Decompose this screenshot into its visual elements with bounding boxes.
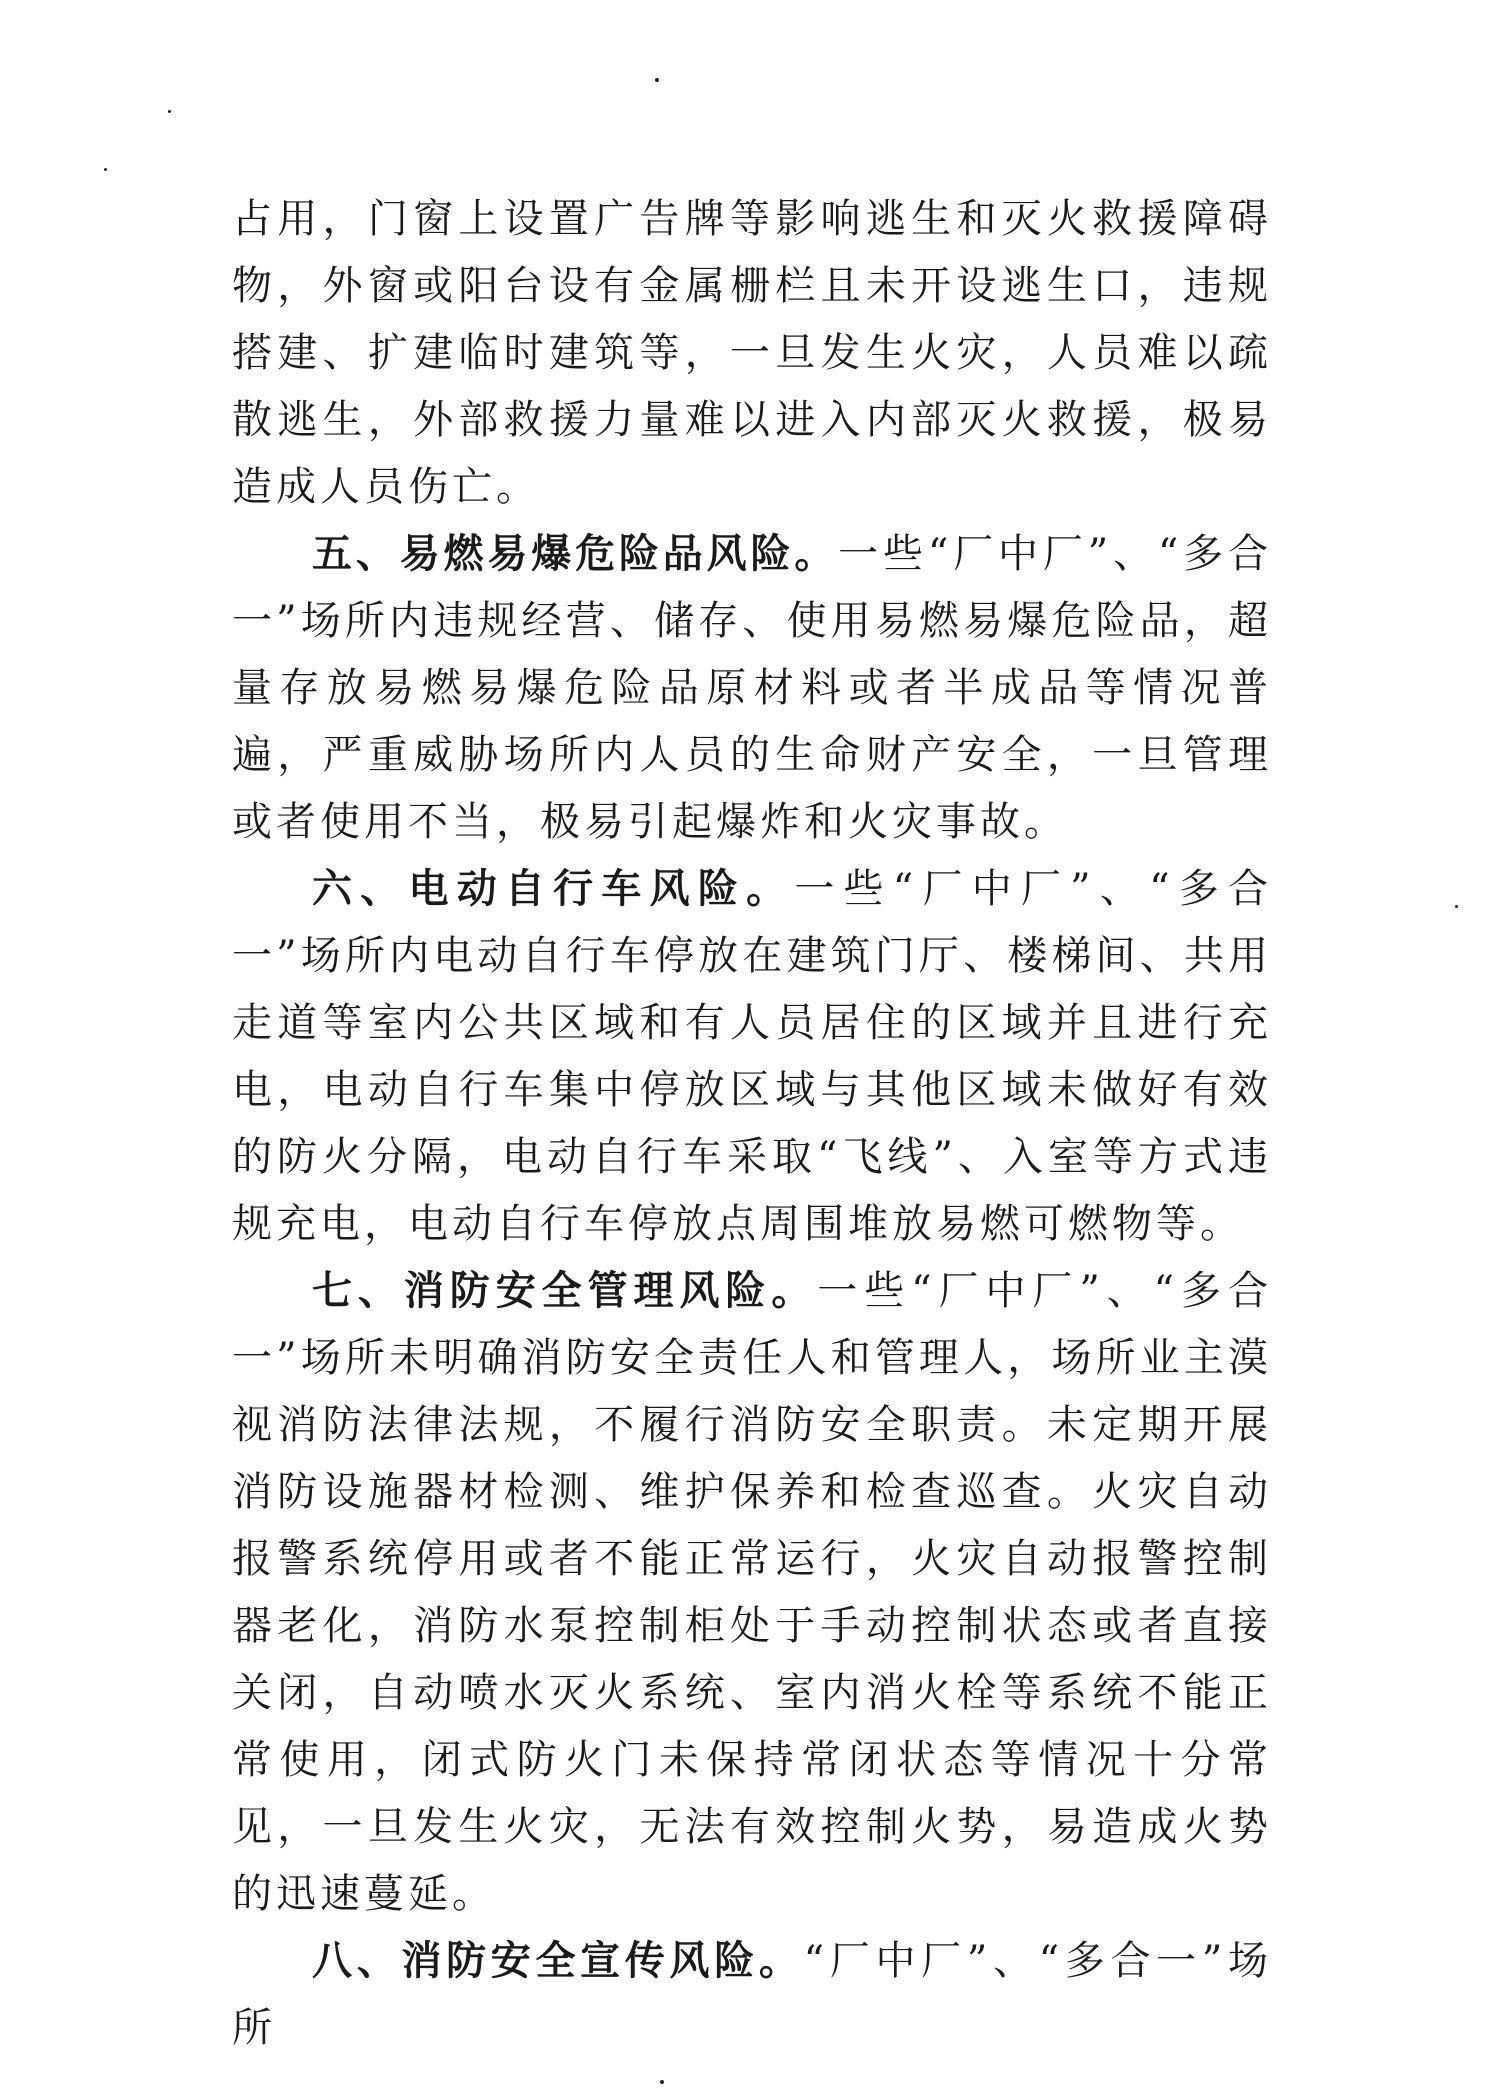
scan-speck bbox=[168, 110, 171, 113]
paragraph-text: “厂中厂”、“多合一”场所 bbox=[232, 1938, 1273, 2051]
paragraph-text: 一些“厂中厂”、“多合一”场所未明确消防安全责任人和管理人，场所业主漠视消防法律法规，不履行消防安全职责。未定期开展消防设施器材检测、维护保养和检查巡查。火灾自动报警系统停用或者不能正常运行，火灾自动报警控制器老化，消防水泵控制柜处于手动控制状态或者直接关闭，自动喷水灭火系统、室内消火栓等系统不能正常使用，闭式防火门未保持常闭状态等情况十分常见，一旦发生火灾，无法有效控制火势，易造成火势的迅速蔓延。 bbox=[232, 1268, 1272, 1917]
section-heading: 七、消防安全管理风险。 bbox=[312, 1268, 818, 1314]
section-heading: 六、电动自行车风险。 bbox=[312, 866, 795, 912]
scan-speck bbox=[655, 78, 659, 82]
section-heading: 八、消防安全宣传风险。 bbox=[312, 1938, 804, 1984]
section-heading: 五、易燃易爆危险品风险。 bbox=[312, 531, 839, 577]
paragraph-text: 一些“厂中厂”、“多合一”场所内违规经营、储存、使用易燃易爆危险品，超量存放易燃易爆危险品原材料或者半成品等情况普遍，严重威胁场所内人员的生命财产安全，一旦管理或者使用不当，极易引起爆炸和火灾事故。 bbox=[232, 531, 1272, 845]
paragraph-text: 一些“厂中厂”、“多合一”场所内电动自行车停放在建筑门厅、楼梯间、共用走道等室内公共区域和有人员居住的区域并且进行充电，电动自行车集中停放区域与其他区域未做好有效的防火分隔，电动自行车采取“飞线”、入室等方式违规充电，电动自行车停放点周围堆放易燃可燃物等。 bbox=[232, 866, 1272, 1247]
paragraph-continuation bbox=[232, 186, 1272, 521]
paragraph-section-8 bbox=[232, 1928, 1272, 2062]
scan-speck bbox=[104, 168, 107, 171]
scan-speck bbox=[1455, 905, 1458, 908]
paragraph-text: 占用，门窗上设置广告牌等影响逃生和灭火救援障碍物，外窗或阳台设有金属栅栏且未开设逃生口，违规搭建、扩建临时建筑等，一旦发生火灾，人员难以疏散逃生，外部救援力量难以进入内部灭火救援，极易造成人员伤亡。 bbox=[232, 196, 1272, 510]
document-body bbox=[232, 186, 1272, 2062]
paragraph-section-7 bbox=[232, 1258, 1272, 1928]
paragraph-section-5 bbox=[232, 521, 1272, 856]
paragraph-section-6 bbox=[232, 856, 1272, 1258]
scan-speck bbox=[660, 2080, 664, 2084]
